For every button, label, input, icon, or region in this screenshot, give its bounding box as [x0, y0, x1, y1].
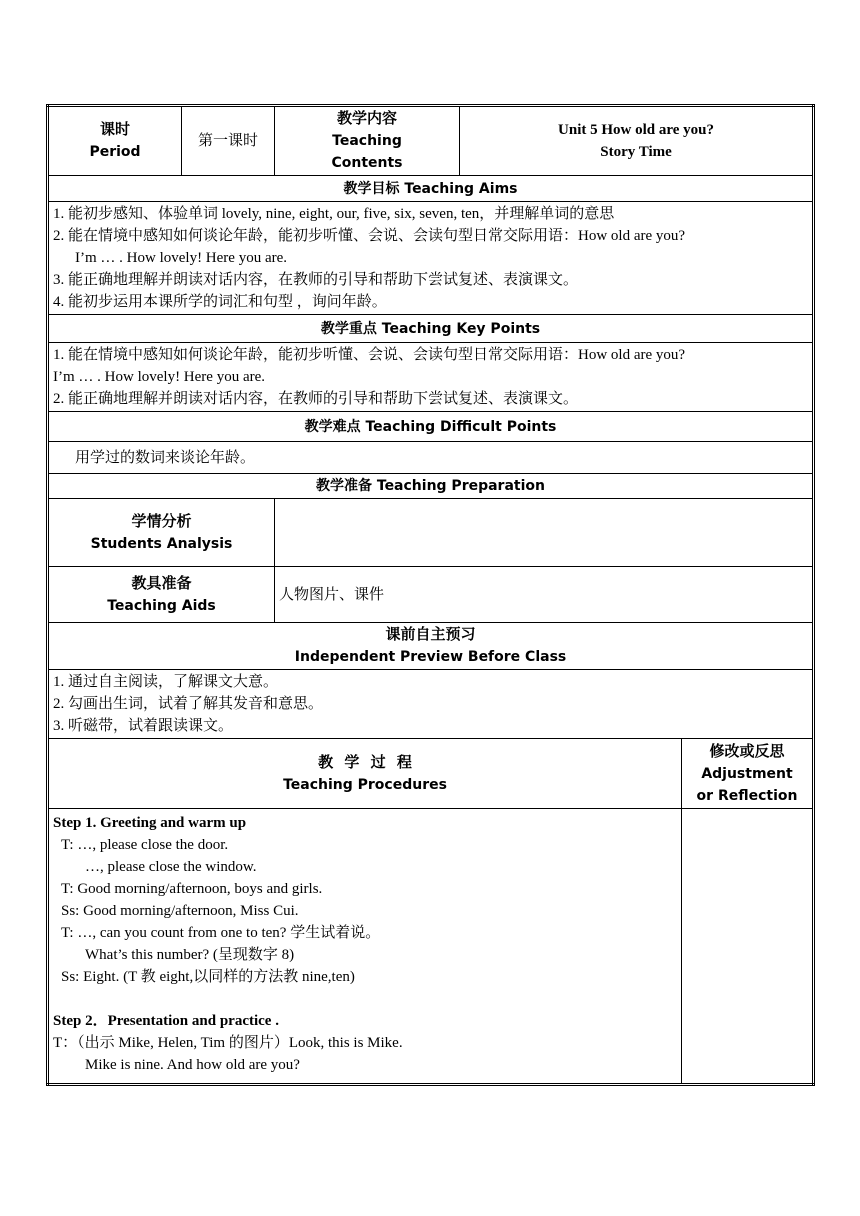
step1-line: What’s this number? (呈现数字 8): [85, 947, 295, 963]
aims-title: 教学目标 Teaching Aims: [48, 176, 814, 202]
contents-label-en-1: Teaching: [332, 133, 402, 149]
teaching-aids-value: 人物图片、课件: [275, 567, 814, 623]
teaching-aids-en: Teaching Aids: [107, 597, 216, 614]
preview-item: 3. 听磁带，试着跟读课文。: [53, 718, 234, 734]
header-row: [48, 106, 814, 176]
contents-value-cell: [460, 106, 814, 176]
step2-line: T：（出示 Mike, Helen, Tim 的图片）Look, this is Mike.: [53, 1035, 403, 1051]
unit-subtitle: Story Time: [600, 144, 672, 160]
aim-item: 2. 能在情境中感知如何谈论年龄，能初步听懂、会说、会读句型日常交际用语：How old are you?: [53, 228, 686, 244]
period-label-en: Period: [89, 144, 141, 160]
aims-content: [48, 202, 814, 315]
difficult-points-title: 教学难点 Teaching Difficult Points: [48, 412, 814, 442]
preview-title-cn: 课前自主预习: [385, 627, 476, 643]
step2-line: Mike is nine. And how old are you?: [85, 1057, 300, 1073]
key-point-item: I’m … . How lovely! Here you are.: [53, 369, 266, 385]
lesson-plan-page: [46, 104, 814, 1086]
step2-title: Step 2．Presentation and practice .: [53, 1013, 279, 1029]
difficult-point-text: 用学过的数词来谈论年龄。: [75, 449, 256, 466]
step1-line: Ss: Good morning/afternoon, Miss Cui.: [61, 903, 299, 919]
difficult-points-content: [48, 442, 814, 474]
step1-title: Step 1. Greeting and warm up: [53, 815, 247, 831]
procedures-title-cn: 教 学 过 程: [318, 754, 412, 771]
students-analysis-en: Students Analysis: [90, 535, 233, 552]
adjustment-title-cn: 修改或反思: [709, 743, 785, 760]
unit-title: Unit 5 How old are you?: [558, 122, 714, 138]
aim-item: I’m … . How lovely! Here you are.: [75, 250, 288, 266]
step1-line: T: …, can you count from one to ten? 学生试着说。: [61, 925, 381, 941]
students-analysis-label: [48, 499, 275, 567]
aim-item: 4. 能初步运用本课所学的词汇和句型 ，询问年龄。: [53, 294, 387, 310]
adjustment-title-cell: [682, 739, 814, 809]
preview-item: 1. 通过自主阅读，了解课文大意。: [53, 674, 279, 690]
step1-line: T: Good morning/afternoon, boys and girls.: [61, 881, 323, 897]
teaching-aids-cn: 教具准备: [131, 575, 192, 592]
blank-line: [53, 988, 677, 1010]
students-analysis-cn: 学情分析: [131, 513, 192, 530]
adjustment-title-en-1: Adjustment: [701, 765, 793, 782]
preview-item: 2. 勾画出生词，试着了解其发音和意思。: [53, 696, 324, 712]
adjustment-title-en-2: or Reflection: [696, 787, 798, 804]
period-label-cn: 课时: [99, 122, 130, 138]
preview-title-en: Independent Preview Before Class: [294, 649, 567, 665]
contents-label-en-2: Contents: [331, 155, 403, 171]
step1-line: Ss: Eight. (T 教 eight,以同样的方法教 nine,ten): [61, 969, 355, 985]
students-analysis-value: [275, 499, 814, 567]
adjustment-content: [682, 809, 814, 1085]
key-point-item: 2. 能正确地理解并朗读对话内容，在教师的引导和帮助下尝试复述、表演课文。: [53, 391, 579, 407]
procedures-title-en: Teaching Procedures: [283, 776, 447, 793]
period-value: 第一课时: [182, 106, 275, 176]
contents-label-cell: [275, 106, 460, 176]
aim-item: 1. 能初步感知、体验单词 lovely, nine, eight, our, five, six, seven, ten，并理解单词的意思: [53, 206, 615, 222]
contents-label-cn: 教学内容: [336, 111, 397, 127]
aim-item: 3. 能正确地理解并朗读对话内容，在教师的引导和帮助下尝试复述、表演课文。: [53, 272, 579, 288]
lesson-plan-table: [46, 104, 815, 1086]
procedures-content: [48, 809, 682, 1085]
step1-line: …, please close the window.: [85, 859, 257, 875]
procedures-title-cell: [48, 739, 682, 809]
key-point-item: 1. 能在情境中感知如何谈论年龄，能初步听懂、会说、会读句型日常交际用语：How old are you?: [53, 347, 686, 363]
preview-title-cell: [48, 623, 814, 670]
teaching-aids-label: [48, 567, 275, 623]
key-points-content: [48, 343, 814, 412]
period-label-cell: [48, 106, 182, 176]
step1-line: T: …, please close the door.: [61, 837, 229, 853]
preview-content: [48, 670, 814, 739]
key-points-title: 教学重点 Teaching Key Points: [48, 315, 814, 343]
preparation-title: 教学准备 Teaching Preparation: [48, 474, 814, 499]
